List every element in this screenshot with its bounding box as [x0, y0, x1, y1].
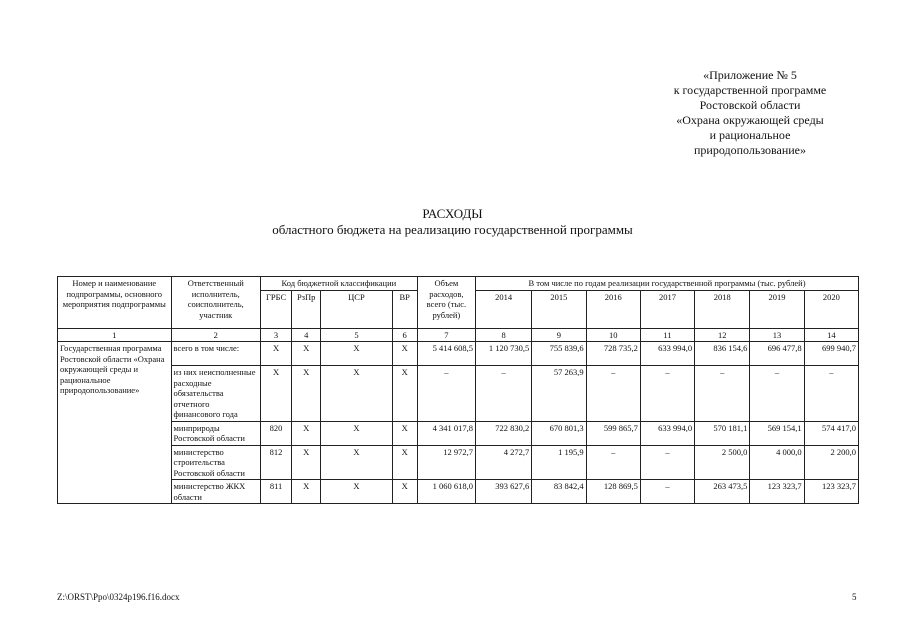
vr-cell: Х — [392, 342, 417, 366]
executor-cell: минприроды Ростовской области — [171, 421, 260, 445]
header-vr: ВР — [392, 290, 417, 328]
page-number: 5 — [852, 592, 857, 602]
csr-cell: Х — [321, 445, 392, 480]
program-name-cell: Государственная программа Ростовской области «Охрана окружающей среды и рациональное природопользование» — [58, 342, 172, 504]
column-index: 12 — [695, 328, 750, 342]
year-value-cell: 570 181,1 — [695, 421, 750, 445]
rzpr-cell: Х — [292, 480, 321, 504]
year-value-cell: 1 120 730,5 — [476, 342, 532, 366]
table-row — [58, 445, 859, 480]
csr-cell: Х — [321, 480, 392, 504]
year-value-cell: 728 735,2 — [586, 342, 640, 366]
year-value-cell: 83 842,4 — [532, 480, 586, 504]
vr-cell: Х — [392, 366, 417, 422]
rzpr-cell: Х — [292, 342, 321, 366]
column-index: 2 — [171, 328, 260, 342]
year-value-cell: 836 154,6 — [695, 342, 750, 366]
table-row — [58, 342, 859, 366]
rzpr-cell: Х — [292, 366, 321, 422]
header-year: 2019 — [750, 290, 804, 328]
grbs-cell: 811 — [260, 480, 291, 504]
column-index: 11 — [640, 328, 694, 342]
grbs-cell: Х — [260, 342, 291, 366]
header-program-name: Номер и наименование подпрограммы, основного мероприятия подпрограммы — [58, 277, 172, 329]
csr-cell: Х — [321, 366, 392, 422]
header-executor: Ответственный исполнитель, соисполнитель, участник — [171, 277, 260, 329]
year-value-cell: 128 869,5 — [586, 480, 640, 504]
year-value-cell: 2 500,0 — [695, 445, 750, 480]
total-cell: 12 972,7 — [417, 445, 475, 480]
year-value-cell: 722 830,2 — [476, 421, 532, 445]
column-index: 4 — [292, 328, 321, 342]
year-value-cell: 633 994,0 — [640, 342, 694, 366]
year-value-cell: 569 154,1 — [750, 421, 804, 445]
rzpr-cell: Х — [292, 421, 321, 445]
document-subtitle: областного бюджета на реализацию государственной программы — [272, 222, 633, 237]
executor-cell: министерство строительства Ростовской области — [171, 445, 260, 480]
year-value-cell: – — [640, 445, 694, 480]
year-value-cell: 696 477,8 — [750, 342, 804, 366]
table-row — [58, 366, 859, 422]
header-budget-code: Код бюджетной классификации — [260, 277, 417, 291]
year-value-cell: 599 865,7 — [586, 421, 640, 445]
table-row — [58, 480, 859, 504]
year-value-cell: 2 200,0 — [804, 445, 858, 480]
rzpr-cell: Х — [292, 445, 321, 480]
vr-cell: Х — [392, 421, 417, 445]
column-index: 1 — [58, 328, 172, 342]
year-value-cell: – — [695, 366, 750, 422]
column-index: 3 — [260, 328, 291, 342]
file-path: Z:\ORST\Ppo\0324p196.f16.docx — [57, 592, 180, 602]
column-index: 6 — [392, 328, 417, 342]
year-value-cell: – — [476, 366, 532, 422]
year-value-cell: 263 473,5 — [695, 480, 750, 504]
year-value-cell: 633 994,0 — [640, 421, 694, 445]
year-value-cell: – — [586, 445, 640, 480]
grbs-cell: 820 — [260, 421, 291, 445]
csr-cell: Х — [321, 342, 392, 366]
column-index: 5 — [321, 328, 392, 342]
year-value-cell: – — [586, 366, 640, 422]
vr-cell: Х — [392, 480, 417, 504]
grbs-cell: Х — [260, 366, 291, 422]
expenses-table — [57, 276, 859, 504]
header-year: 2015 — [532, 290, 586, 328]
header-year: 2016 — [586, 290, 640, 328]
header-total-volume: Объем расходов, всего (тыс. рублей) — [417, 277, 475, 329]
year-value-cell: 670 801,3 — [532, 421, 586, 445]
appendix-line: «Охрана окружающей среды — [676, 113, 824, 127]
column-index: 14 — [804, 328, 858, 342]
header-year: 2017 — [640, 290, 694, 328]
executor-cell: министерство ЖКХ области — [171, 480, 260, 504]
year-value-cell: 4 272,7 — [476, 445, 532, 480]
header-year: 2018 — [695, 290, 750, 328]
column-index: 8 — [476, 328, 532, 342]
csr-cell: Х — [321, 421, 392, 445]
column-index: 9 — [532, 328, 586, 342]
appendix-line: Ростовской области — [699, 98, 801, 112]
total-cell: 4 341 017,8 — [417, 421, 475, 445]
header-by-years: В том числе по годам реализации государственной программы (тыс. рублей) — [476, 277, 859, 291]
year-value-cell: – — [750, 366, 804, 422]
header-grbs: ГРБС — [260, 290, 291, 328]
document-heading — [0, 206, 905, 238]
column-index: 10 — [586, 328, 640, 342]
column-index-row — [58, 328, 859, 342]
total-cell: 5 414 608,5 — [417, 342, 475, 366]
year-value-cell: 123 323,7 — [750, 480, 804, 504]
column-index: 7 — [417, 328, 475, 342]
year-value-cell: 574 417,0 — [804, 421, 858, 445]
table-row — [58, 421, 859, 445]
header-csr: ЦСР — [321, 290, 392, 328]
total-cell: 1 060 618,0 — [417, 480, 475, 504]
vr-cell: Х — [392, 445, 417, 480]
year-value-cell: 755 839,6 — [532, 342, 586, 366]
total-cell: – — [417, 366, 475, 422]
header-year: 2020 — [804, 290, 858, 328]
header-rzpr: РзПр — [292, 290, 321, 328]
header-year: 2014 — [476, 290, 532, 328]
appendix-block — [620, 68, 880, 158]
year-value-cell: 699 940,7 — [804, 342, 858, 366]
year-value-cell: – — [640, 480, 694, 504]
year-value-cell: 123 323,7 — [804, 480, 858, 504]
column-index: 13 — [750, 328, 804, 342]
year-value-cell: 1 195,9 — [532, 445, 586, 480]
year-value-cell: – — [804, 366, 858, 422]
appendix-line: и рациональное — [709, 128, 791, 142]
appendix-line: «Приложение № 5 — [703, 68, 797, 82]
year-value-cell: 4 000,0 — [750, 445, 804, 480]
year-value-cell: 57 263,9 — [532, 366, 586, 422]
year-value-cell: 393 627,6 — [476, 480, 532, 504]
executor-cell: всего в том числе: — [171, 342, 260, 366]
appendix-line: природопользование» — [693, 143, 806, 157]
appendix-line: к государственной программе — [673, 83, 827, 97]
year-value-cell: – — [640, 366, 694, 422]
document-title: РАСХОДЫ — [422, 206, 483, 221]
grbs-cell: 812 — [260, 445, 291, 480]
executor-cell: из них неисполненные расходные обязательства отчетного финансового года — [171, 366, 260, 422]
